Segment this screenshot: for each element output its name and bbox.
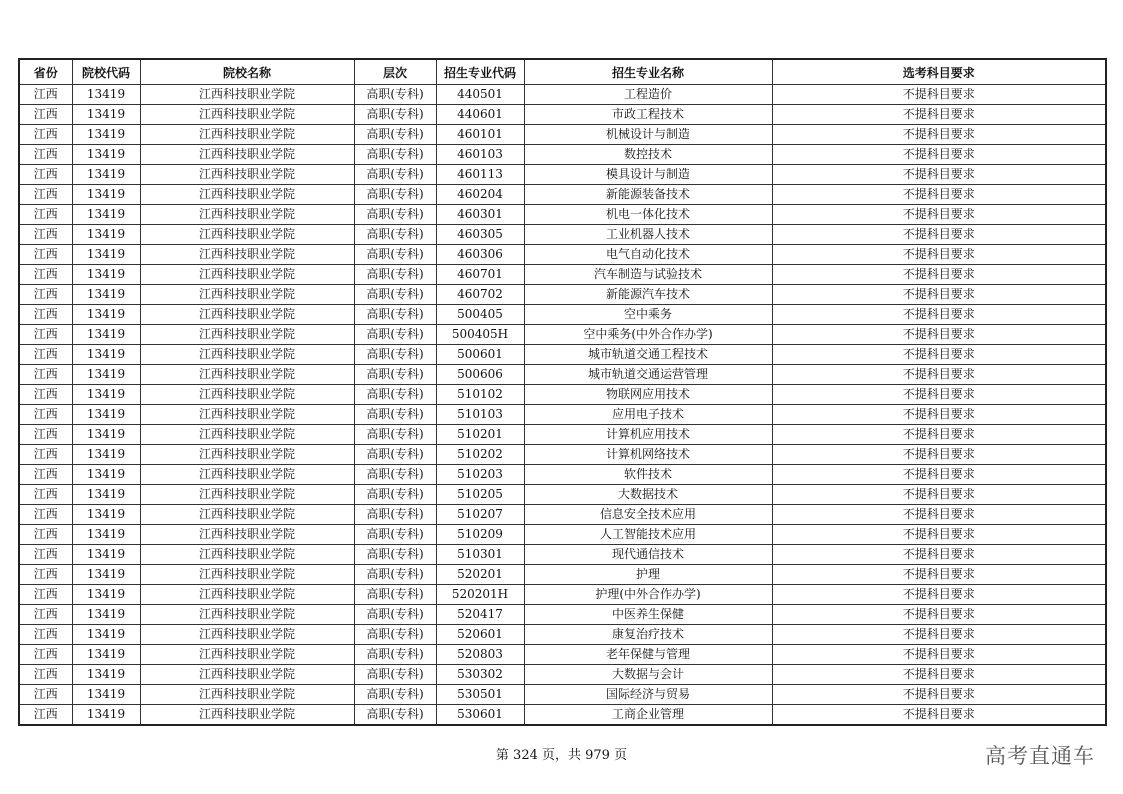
cell-major-code: 460113 xyxy=(436,165,524,185)
cell-major-name: 康复治疗技术 xyxy=(524,625,772,645)
table-row xyxy=(19,385,1106,405)
cell-school-name: 江西科技职业学院 xyxy=(140,165,354,185)
table-row xyxy=(19,425,1106,445)
cell-school-code: 13419 xyxy=(72,605,140,625)
table-row xyxy=(19,585,1106,605)
header-level: 层次 xyxy=(354,59,436,85)
cell-major-code: 520417 xyxy=(436,605,524,625)
cell-level: 高职(专科) xyxy=(354,285,436,305)
cell-school-name: 江西科技职业学院 xyxy=(140,445,354,465)
cell-subject-requirement: 不提科目要求 xyxy=(772,585,1106,605)
header-major-code: 招生专业代码 xyxy=(436,59,524,85)
cell-province: 江西 xyxy=(19,705,72,726)
cell-province: 江西 xyxy=(19,505,72,525)
cell-major-code: 500601 xyxy=(436,345,524,365)
cell-province: 江西 xyxy=(19,665,72,685)
cell-major-code: 510209 xyxy=(436,525,524,545)
cell-subject-requirement: 不提科目要求 xyxy=(772,565,1106,585)
cell-major-name: 计算机应用技术 xyxy=(524,425,772,445)
cell-province: 江西 xyxy=(19,365,72,385)
cell-level: 高职(专科) xyxy=(354,705,436,726)
cell-major-code: 460103 xyxy=(436,145,524,165)
cell-major-name: 城市轨道交通运营管理 xyxy=(524,365,772,385)
cell-school-code: 13419 xyxy=(72,585,140,605)
cell-province: 江西 xyxy=(19,445,72,465)
cell-school-name: 江西科技职业学院 xyxy=(140,125,354,145)
cell-province: 江西 xyxy=(19,425,72,445)
cell-level: 高职(专科) xyxy=(354,305,436,325)
table-row xyxy=(19,345,1106,365)
cell-major-name: 护理(中外合作办学) xyxy=(524,585,772,605)
cell-subject-requirement: 不提科目要求 xyxy=(772,85,1106,105)
cell-major-name: 模具设计与制造 xyxy=(524,165,772,185)
cell-major-name: 电气自动化技术 xyxy=(524,245,772,265)
cell-school-name: 江西科技职业学院 xyxy=(140,425,354,445)
cell-major-code: 520601 xyxy=(436,625,524,645)
cell-major-name: 机电一体化技术 xyxy=(524,205,772,225)
table-row xyxy=(19,605,1106,625)
cell-school-name: 江西科技职业学院 xyxy=(140,85,354,105)
cell-province: 江西 xyxy=(19,345,72,365)
table-row xyxy=(19,485,1106,505)
cell-major-code: 460701 xyxy=(436,265,524,285)
cell-province: 江西 xyxy=(19,225,72,245)
cell-level: 高职(专科) xyxy=(354,585,436,605)
cell-school-name: 江西科技职业学院 xyxy=(140,505,354,525)
cell-province: 江西 xyxy=(19,245,72,265)
cell-major-code: 500405H xyxy=(436,325,524,345)
cell-major-name: 信息安全技术应用 xyxy=(524,505,772,525)
cell-school-name: 江西科技职业学院 xyxy=(140,645,354,665)
cell-major-code: 440601 xyxy=(436,105,524,125)
cell-school-name: 江西科技职业学院 xyxy=(140,465,354,485)
cell-major-code: 530501 xyxy=(436,685,524,705)
cell-level: 高职(专科) xyxy=(354,605,436,625)
cell-level: 高职(专科) xyxy=(354,465,436,485)
cell-major-code: 520803 xyxy=(436,645,524,665)
cell-subject-requirement: 不提科目要求 xyxy=(772,105,1106,125)
cell-school-name: 江西科技职业学院 xyxy=(140,145,354,165)
cell-school-name: 江西科技职业学院 xyxy=(140,345,354,365)
cell-subject-requirement: 不提科目要求 xyxy=(772,205,1106,225)
cell-subject-requirement: 不提科目要求 xyxy=(772,285,1106,305)
cell-school-code: 13419 xyxy=(72,505,140,525)
header-school-code: 院校代码 xyxy=(72,59,140,85)
cell-school-code: 13419 xyxy=(72,685,140,705)
cell-subject-requirement: 不提科目要求 xyxy=(772,485,1106,505)
cell-level: 高职(专科) xyxy=(354,85,436,105)
cell-province: 江西 xyxy=(19,645,72,665)
cell-major-name: 老年保健与管理 xyxy=(524,645,772,665)
table-row xyxy=(19,205,1106,225)
cell-major-code: 460702 xyxy=(436,285,524,305)
cell-province: 江西 xyxy=(19,185,72,205)
cell-school-name: 江西科技职业学院 xyxy=(140,685,354,705)
cell-level: 高职(专科) xyxy=(354,405,436,425)
table-row xyxy=(19,265,1106,285)
admission-table-container xyxy=(18,58,1105,726)
cell-school-code: 13419 xyxy=(72,405,140,425)
cell-subject-requirement: 不提科目要求 xyxy=(772,685,1106,705)
cell-major-name: 工程造价 xyxy=(524,85,772,105)
table-row xyxy=(19,145,1106,165)
table-row xyxy=(19,645,1106,665)
table-row xyxy=(19,685,1106,705)
cell-major-code: 510103 xyxy=(436,405,524,425)
cell-subject-requirement: 不提科目要求 xyxy=(772,265,1106,285)
cell-province: 江西 xyxy=(19,625,72,645)
cell-level: 高职(专科) xyxy=(354,345,436,365)
cell-level: 高职(专科) xyxy=(354,225,436,245)
table-row xyxy=(19,565,1106,585)
cell-school-name: 江西科技职业学院 xyxy=(140,385,354,405)
cell-level: 高职(专科) xyxy=(354,145,436,165)
table-header-row xyxy=(19,59,1106,85)
table-row xyxy=(19,525,1106,545)
cell-major-code: 510102 xyxy=(436,385,524,405)
cell-level: 高职(专科) xyxy=(354,165,436,185)
cell-major-code: 510201 xyxy=(436,425,524,445)
cell-major-name: 数控技术 xyxy=(524,145,772,165)
cell-subject-requirement: 不提科目要求 xyxy=(772,305,1106,325)
cell-level: 高职(专科) xyxy=(354,325,436,345)
cell-school-code: 13419 xyxy=(72,205,140,225)
cell-school-name: 江西科技职业学院 xyxy=(140,605,354,625)
cell-province: 江西 xyxy=(19,565,72,585)
cell-major-name: 新能源汽车技术 xyxy=(524,285,772,305)
cell-major-name: 汽车制造与试验技术 xyxy=(524,265,772,285)
cell-level: 高职(专科) xyxy=(354,205,436,225)
watermark-logo: 高考直通车 xyxy=(985,744,1095,768)
cell-school-code: 13419 xyxy=(72,245,140,265)
cell-school-code: 13419 xyxy=(72,445,140,465)
cell-level: 高职(专科) xyxy=(354,645,436,665)
cell-major-code: 460305 xyxy=(436,225,524,245)
cell-province: 江西 xyxy=(19,85,72,105)
cell-subject-requirement: 不提科目要求 xyxy=(772,325,1106,345)
cell-school-name: 江西科技职业学院 xyxy=(140,625,354,645)
cell-school-code: 13419 xyxy=(72,485,140,505)
cell-major-name: 护理 xyxy=(524,565,772,585)
cell-subject-requirement: 不提科目要求 xyxy=(772,545,1106,565)
cell-province: 江西 xyxy=(19,685,72,705)
cell-major-code: 460101 xyxy=(436,125,524,145)
cell-school-code: 13419 xyxy=(72,325,140,345)
cell-school-code: 13419 xyxy=(72,705,140,726)
cell-province: 江西 xyxy=(19,145,72,165)
cell-subject-requirement: 不提科目要求 xyxy=(772,185,1106,205)
table-row xyxy=(19,625,1106,645)
cell-major-code: 460204 xyxy=(436,185,524,205)
cell-major-code: 510203 xyxy=(436,465,524,485)
cell-subject-requirement: 不提科目要求 xyxy=(772,145,1106,165)
cell-school-name: 江西科技职业学院 xyxy=(140,225,354,245)
cell-major-code: 460301 xyxy=(436,205,524,225)
cell-school-code: 13419 xyxy=(72,105,140,125)
table-row xyxy=(19,705,1106,726)
table-row xyxy=(19,225,1106,245)
admission-table xyxy=(18,58,1107,726)
table-row xyxy=(19,505,1106,525)
cell-subject-requirement: 不提科目要求 xyxy=(772,445,1106,465)
cell-province: 江西 xyxy=(19,285,72,305)
table-row xyxy=(19,465,1106,485)
cell-level: 高职(专科) xyxy=(354,625,436,645)
cell-subject-requirement: 不提科目要求 xyxy=(772,345,1106,365)
cell-school-name: 江西科技职业学院 xyxy=(140,265,354,285)
cell-major-name: 机械设计与制造 xyxy=(524,125,772,145)
cell-school-code: 13419 xyxy=(72,305,140,325)
cell-school-name: 江西科技职业学院 xyxy=(140,705,354,726)
cell-province: 江西 xyxy=(19,325,72,345)
cell-major-name: 大数据技术 xyxy=(524,485,772,505)
cell-level: 高职(专科) xyxy=(354,505,436,525)
cell-major-code: 510205 xyxy=(436,485,524,505)
cell-school-code: 13419 xyxy=(72,125,140,145)
cell-major-name: 物联网应用技术 xyxy=(524,385,772,405)
cell-level: 高职(专科) xyxy=(354,425,436,445)
header-subject-requirement: 选考科目要求 xyxy=(772,59,1106,85)
cell-school-code: 13419 xyxy=(72,545,140,565)
cell-level: 高职(专科) xyxy=(354,525,436,545)
cell-major-code: 500606 xyxy=(436,365,524,385)
cell-subject-requirement: 不提科目要求 xyxy=(772,385,1106,405)
cell-subject-requirement: 不提科目要求 xyxy=(772,225,1106,245)
header-major-name: 招生专业名称 xyxy=(524,59,772,85)
table-row xyxy=(19,405,1106,425)
cell-province: 江西 xyxy=(19,605,72,625)
cell-major-name: 工商企业管理 xyxy=(524,705,772,726)
cell-school-name: 江西科技职业学院 xyxy=(140,185,354,205)
cell-major-code: 520201 xyxy=(436,565,524,585)
cell-school-name: 江西科技职业学院 xyxy=(140,285,354,305)
cell-subject-requirement: 不提科目要求 xyxy=(772,405,1106,425)
cell-major-name: 应用电子技术 xyxy=(524,405,772,425)
cell-major-name: 空中乘务 xyxy=(524,305,772,325)
table-body xyxy=(19,85,1106,726)
cell-major-name: 新能源装备技术 xyxy=(524,185,772,205)
cell-province: 江西 xyxy=(19,305,72,325)
cell-level: 高职(专科) xyxy=(354,265,436,285)
cell-major-name: 人工智能技术应用 xyxy=(524,525,772,545)
cell-major-code: 530601 xyxy=(436,705,524,726)
header-province: 省份 xyxy=(19,59,72,85)
cell-school-code: 13419 xyxy=(72,365,140,385)
table-row xyxy=(19,185,1106,205)
table-row xyxy=(19,85,1106,105)
table-row xyxy=(19,125,1106,145)
cell-school-name: 江西科技职业学院 xyxy=(140,525,354,545)
cell-major-name: 中医养生保健 xyxy=(524,605,772,625)
cell-level: 高职(专科) xyxy=(354,565,436,585)
cell-level: 高职(专科) xyxy=(354,685,436,705)
cell-subject-requirement: 不提科目要求 xyxy=(772,625,1106,645)
cell-province: 江西 xyxy=(19,525,72,545)
cell-major-name: 软件技术 xyxy=(524,465,772,485)
cell-school-name: 江西科技职业学院 xyxy=(140,325,354,345)
cell-school-code: 13419 xyxy=(72,625,140,645)
cell-subject-requirement: 不提科目要求 xyxy=(772,605,1106,625)
cell-subject-requirement: 不提科目要求 xyxy=(772,425,1106,445)
cell-subject-requirement: 不提科目要求 xyxy=(772,705,1106,726)
cell-level: 高职(专科) xyxy=(354,105,436,125)
cell-major-name: 大数据与会计 xyxy=(524,665,772,685)
cell-major-code: 510202 xyxy=(436,445,524,465)
cell-major-code: 530302 xyxy=(436,665,524,685)
cell-school-code: 13419 xyxy=(72,425,140,445)
cell-major-code: 510301 xyxy=(436,545,524,565)
table-row xyxy=(19,305,1106,325)
cell-subject-requirement: 不提科目要求 xyxy=(772,525,1106,545)
cell-province: 江西 xyxy=(19,205,72,225)
cell-major-name: 工业机器人技术 xyxy=(524,225,772,245)
page-number: 第 324 页，共 979 页 xyxy=(495,748,628,763)
cell-level: 高职(专科) xyxy=(354,385,436,405)
cell-school-name: 江西科技职业学院 xyxy=(140,205,354,225)
cell-subject-requirement: 不提科目要求 xyxy=(772,465,1106,485)
cell-major-name: 现代通信技术 xyxy=(524,545,772,565)
cell-province: 江西 xyxy=(19,585,72,605)
cell-province: 江西 xyxy=(19,265,72,285)
header-school-name: 院校名称 xyxy=(140,59,354,85)
cell-level: 高职(专科) xyxy=(354,125,436,145)
cell-major-name: 市政工程技术 xyxy=(524,105,772,125)
cell-level: 高职(专科) xyxy=(354,245,436,265)
cell-major-code: 460306 xyxy=(436,245,524,265)
cell-school-name: 江西科技职业学院 xyxy=(140,105,354,125)
cell-province: 江西 xyxy=(19,105,72,125)
cell-major-name: 城市轨道交通工程技术 xyxy=(524,345,772,365)
cell-province: 江西 xyxy=(19,125,72,145)
cell-school-code: 13419 xyxy=(72,265,140,285)
cell-province: 江西 xyxy=(19,405,72,425)
cell-school-code: 13419 xyxy=(72,525,140,545)
cell-level: 高职(专科) xyxy=(354,485,436,505)
cell-school-code: 13419 xyxy=(72,285,140,305)
cell-province: 江西 xyxy=(19,545,72,565)
table-row xyxy=(19,105,1106,125)
cell-school-code: 13419 xyxy=(72,465,140,485)
cell-province: 江西 xyxy=(19,385,72,405)
table-row xyxy=(19,665,1106,685)
cell-province: 江西 xyxy=(19,165,72,185)
cell-major-code: 500405 xyxy=(436,305,524,325)
cell-major-code: 440501 xyxy=(436,85,524,105)
table-row xyxy=(19,545,1106,565)
table-row xyxy=(19,245,1106,265)
cell-school-name: 江西科技职业学院 xyxy=(140,545,354,565)
cell-major-name: 空中乘务(中外合作办学) xyxy=(524,325,772,345)
cell-major-name: 国际经济与贸易 xyxy=(524,685,772,705)
cell-school-code: 13419 xyxy=(72,565,140,585)
cell-major-code: 520201H xyxy=(436,585,524,605)
table-row xyxy=(19,445,1106,465)
cell-level: 高职(专科) xyxy=(354,445,436,465)
cell-major-name: 计算机网络技术 xyxy=(524,445,772,465)
cell-school-name: 江西科技职业学院 xyxy=(140,485,354,505)
cell-school-code: 13419 xyxy=(72,645,140,665)
cell-school-name: 江西科技职业学院 xyxy=(140,665,354,685)
cell-school-code: 13419 xyxy=(72,165,140,185)
cell-level: 高职(专科) xyxy=(354,365,436,385)
cell-subject-requirement: 不提科目要求 xyxy=(772,125,1106,145)
cell-subject-requirement: 不提科目要求 xyxy=(772,665,1106,685)
cell-level: 高职(专科) xyxy=(354,665,436,685)
cell-school-code: 13419 xyxy=(72,185,140,205)
cell-school-name: 江西科技职业学院 xyxy=(140,245,354,265)
cell-major-code: 510207 xyxy=(436,505,524,525)
cell-subject-requirement: 不提科目要求 xyxy=(772,505,1106,525)
cell-subject-requirement: 不提科目要求 xyxy=(772,245,1106,265)
cell-school-code: 13419 xyxy=(72,85,140,105)
cell-level: 高职(专科) xyxy=(354,185,436,205)
cell-school-name: 江西科技职业学院 xyxy=(140,565,354,585)
cell-subject-requirement: 不提科目要求 xyxy=(772,365,1106,385)
table-row xyxy=(19,365,1106,385)
table-row xyxy=(19,285,1106,305)
cell-subject-requirement: 不提科目要求 xyxy=(772,165,1106,185)
cell-school-code: 13419 xyxy=(72,225,140,245)
table-row xyxy=(19,325,1106,345)
cell-school-code: 13419 xyxy=(72,385,140,405)
cell-school-name: 江西科技职业学院 xyxy=(140,365,354,385)
cell-province: 江西 xyxy=(19,485,72,505)
cell-level: 高职(专科) xyxy=(354,545,436,565)
cell-school-code: 13419 xyxy=(72,665,140,685)
cell-school-code: 13419 xyxy=(72,145,140,165)
cell-school-code: 13419 xyxy=(72,345,140,365)
cell-school-name: 江西科技职业学院 xyxy=(140,405,354,425)
cell-school-name: 江西科技职业学院 xyxy=(140,305,354,325)
cell-school-name: 江西科技职业学院 xyxy=(140,585,354,605)
cell-province: 江西 xyxy=(19,465,72,485)
cell-subject-requirement: 不提科目要求 xyxy=(772,645,1106,665)
table-row xyxy=(19,165,1106,185)
